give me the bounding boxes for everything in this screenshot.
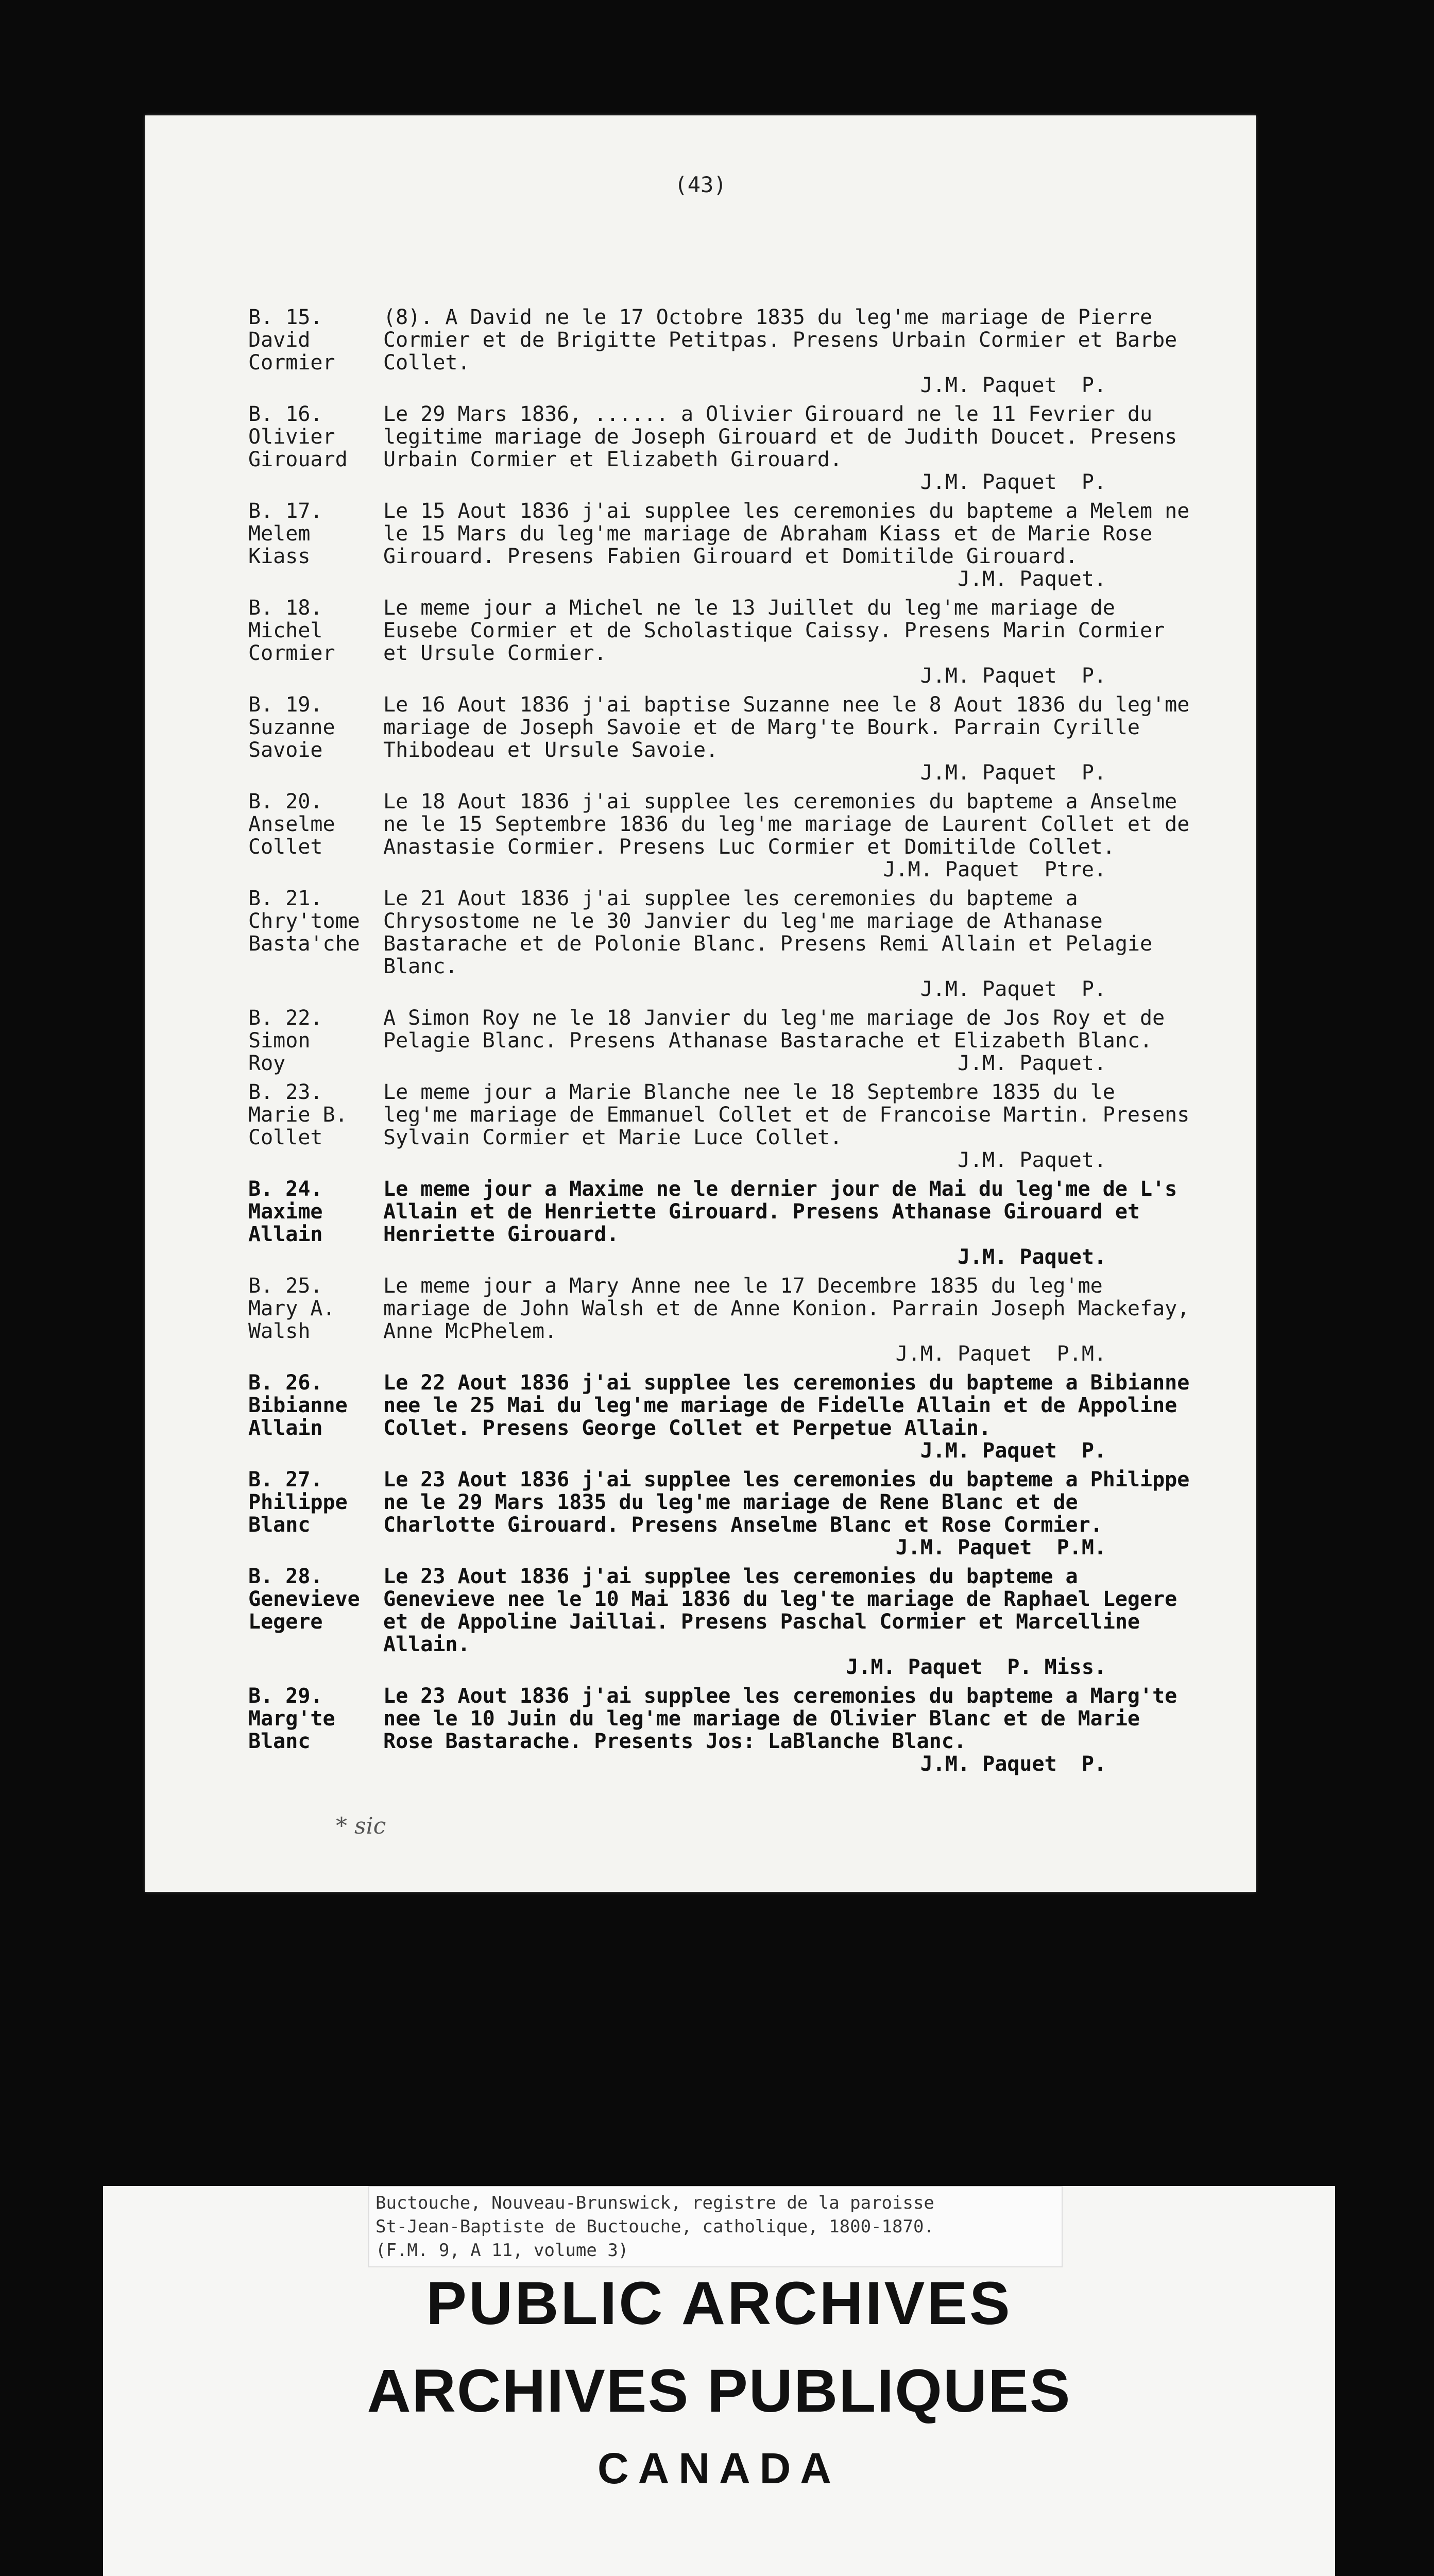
entry-margin: B. 27. Philippe Blanc	[248, 1468, 348, 1537]
entry-b27	[248, 1468, 1199, 1559]
entry-margin: B. 20. Anselme Collet	[248, 790, 335, 859]
entry-b15	[248, 306, 1199, 397]
entry-signature: J.M. Paquet Ptre.	[883, 858, 1106, 882]
entry-margin: B. 18. Michel Cormier	[248, 596, 335, 665]
entry-signature: J.M. Paquet P.M.	[895, 1342, 1106, 1366]
entry-signature: J.M. Paquet.	[958, 1245, 1106, 1269]
entry-b20	[248, 790, 1199, 881]
entry-text: Le meme jour a Maxime ne le dernier jour de Mai du leg'me de L's Allain et de Henriette Girouard. Presens Athanase Girouard et Henriette Girouard.	[383, 1177, 1177, 1246]
entry-signature: J.M. Paquet P.M.	[895, 1536, 1106, 1560]
entry-b21	[248, 887, 1199, 1001]
entry-text: (8). A David ne le 17 Octobre 1835 du leg'me mariage de Pierre Cormier et de Brigitte Petitpas. Presens Urbain Cormier et Barbe Collet.	[383, 306, 1177, 375]
entry-margin: B. 22. Simon Roy	[248, 1006, 323, 1075]
source-label: Buctouche, Nouveau-Brunswick, registre de la paroisse St-Jean-Baptiste de Buctouche, catholique, 1800-1870. (F.M. 9, A 11, volume 3)	[368, 2186, 1063, 2267]
entry-margin: B. 16. Olivier Girouard	[248, 402, 348, 471]
entry-margin: B. 25. Mary A. Walsh	[248, 1274, 335, 1343]
entry-margin: B. 17. Melem Kiass	[248, 499, 323, 568]
entry-text: Le meme jour a Marie Blanche nee le 18 Septembre 1835 du le leg'me mariage de Emmanuel Collet et de Francoise Martin. Presens Sylvain Cormier et Marie Luce Collet.	[383, 1080, 1190, 1149]
entry-signature: J.M. Paquet P.	[920, 664, 1106, 688]
entry-signature: J.M. Paquet P.	[920, 1439, 1106, 1463]
entry-b19	[248, 693, 1199, 784]
canada-heading: CANADA	[598, 2444, 841, 2493]
entry-text: A Simon Roy ne le 18 Janvier du leg'me mariage de Jos Roy et de Pelagie Blanc. Presens Athanase Bastarache et Elizabeth Blanc.	[383, 1006, 1165, 1053]
entry-b26	[248, 1371, 1199, 1462]
entry-text: Le meme jour a Michel ne le 13 Juillet du leg'me mariage de Eusebe Cormier et de Scholastique Caissy. Presens Marin Cormier et Ursule Cormier.	[383, 596, 1165, 665]
entry-margin: B. 15. David Cormier	[248, 306, 335, 375]
archives-publiques-heading: ARCHIVES PUBLIQUES	[367, 2357, 1071, 2425]
entry-signature: J.M. Paquet.	[958, 1052, 1106, 1075]
entry-signature: J.M. Paquet P.	[920, 374, 1106, 397]
entry-margin: B. 29. Marg'te Blanc	[248, 1684, 335, 1753]
entry-margin: B. 28. Genevieve Legere	[248, 1565, 360, 1634]
entry-signature: J.M. Paquet P.	[920, 470, 1106, 494]
entry-text: Le 23 Aout 1836 j'ai supplee les ceremonies du bapteme a Philippe ne le 29 Mars 1835 du leg'me mariage de Rene Blanc et de Charlotte Girouard. Presens Anselme Blanc et Rose Cormier.	[383, 1468, 1190, 1537]
entry-b18	[248, 597, 1199, 687]
entry-margin: B. 21. Chry'tome Basta'che	[248, 887, 360, 956]
entry-signature: J.M. Paquet P.	[920, 1752, 1106, 1776]
entry-margin: B. 23. Marie B. Collet	[248, 1080, 348, 1149]
entry-signature: J.M. Paquet P.	[920, 977, 1106, 1001]
entry-b23	[248, 1081, 1199, 1172]
entry-b17	[248, 500, 1199, 590]
entry-margin: B. 26. Bibianne Allain	[248, 1371, 348, 1440]
entry-b22	[248, 1007, 1199, 1075]
handwritten-annotation: * sic	[336, 1813, 386, 1839]
page-number: (43)	[674, 172, 727, 197]
entry-signature: J.M. Paquet.	[958, 1148, 1106, 1172]
entry-text: Le 16 Aout 1836 j'ai baptise Suzanne nee le 8 Aout 1836 du leg'me mariage de Joseph Savoie et de Marg'te Bourk. Parrain Cyrille Thibodeau et Ursule Savoie.	[383, 693, 1190, 762]
entry-b28	[248, 1565, 1199, 1679]
entry-text: Le 18 Aout 1836 j'ai supplee les ceremonies du bapteme a Anselme ne le 15 Septembre 1836 du leg'me mariage de Laurent Collet et de Anastasie Cormier. Presens Luc Cormier et Domitilde Collet.	[383, 790, 1190, 859]
entry-text: Le 15 Aout 1836 j'ai supplee les ceremonies du bapteme a Melem ne le 15 Mars du leg'me mariage de Abraham Kiass et de Marie Rose Girouard. Presens Fabien Girouard et Domitilde Girouard.	[383, 499, 1190, 568]
entry-signature: J.M. Paquet.	[958, 567, 1106, 591]
entry-b29	[248, 1685, 1199, 1775]
entry-list	[248, 306, 1199, 1782]
entry-b16	[248, 403, 1199, 494]
archives-card	[103, 2186, 1335, 2576]
entry-text: Le 29 Mars 1836, ...... a Olivier Girouard ne le 11 Fevrier du legitime mariage de Joseph Girouard et de Judith Doucet. Presens Urbain Cormier et Elizabeth Girouard.	[383, 402, 1177, 471]
entry-text: Le 21 Aout 1836 j'ai supplee les ceremonies du bapteme a Chrysostome ne le 30 Janvier du leg'me mariage de Athanase Bastarache et de Polonie Blanc. Presens Remi Allain et Pelagie Blanc.	[383, 887, 1153, 978]
entry-signature: J.M. Paquet P. Miss.	[846, 1655, 1106, 1679]
entry-text: Le 22 Aout 1836 j'ai supplee les ceremonies du bapteme a Bibianne nee le 25 Mai du leg'me mariage de Fidelle Allain et de Appoline Collet. Presens George Collet et Perpetue Allain.	[383, 1371, 1190, 1440]
entry-signature: J.M. Paquet P.	[920, 761, 1106, 785]
public-archives-heading: PUBLIC ARCHIVES	[426, 2269, 1012, 2337]
entry-margin: B. 24. Maxime Allain	[248, 1177, 323, 1246]
entry-text: Le 23 Aout 1836 j'ai supplee les ceremonies du bapteme a Genevieve nee le 10 Mai 1836 du leg'te mariage de Raphael Legere et de Appoline Jaillai. Presens Paschal Cormier et Marcelline Allain.	[383, 1565, 1177, 1656]
entry-text: Le 23 Aout 1836 j'ai supplee les ceremonies du bapteme a Marg'te nee le 10 Juin du leg'me mariage de Olivier Blanc et de Marie Rose Bastarache. Presents Jos: LaBlanche Blanc.	[383, 1684, 1177, 1753]
entry-text: Le meme jour a Mary Anne nee le 17 Decembre 1835 du leg'me mariage de John Walsh et de Anne Konion. Parrain Joseph Mackefay, Anne McPhelem.	[383, 1274, 1190, 1343]
entry-b25	[248, 1275, 1199, 1365]
entry-margin: B. 19. Suzanne Savoie	[248, 693, 335, 762]
register-page	[145, 115, 1256, 1892]
entry-b24	[248, 1178, 1199, 1268]
